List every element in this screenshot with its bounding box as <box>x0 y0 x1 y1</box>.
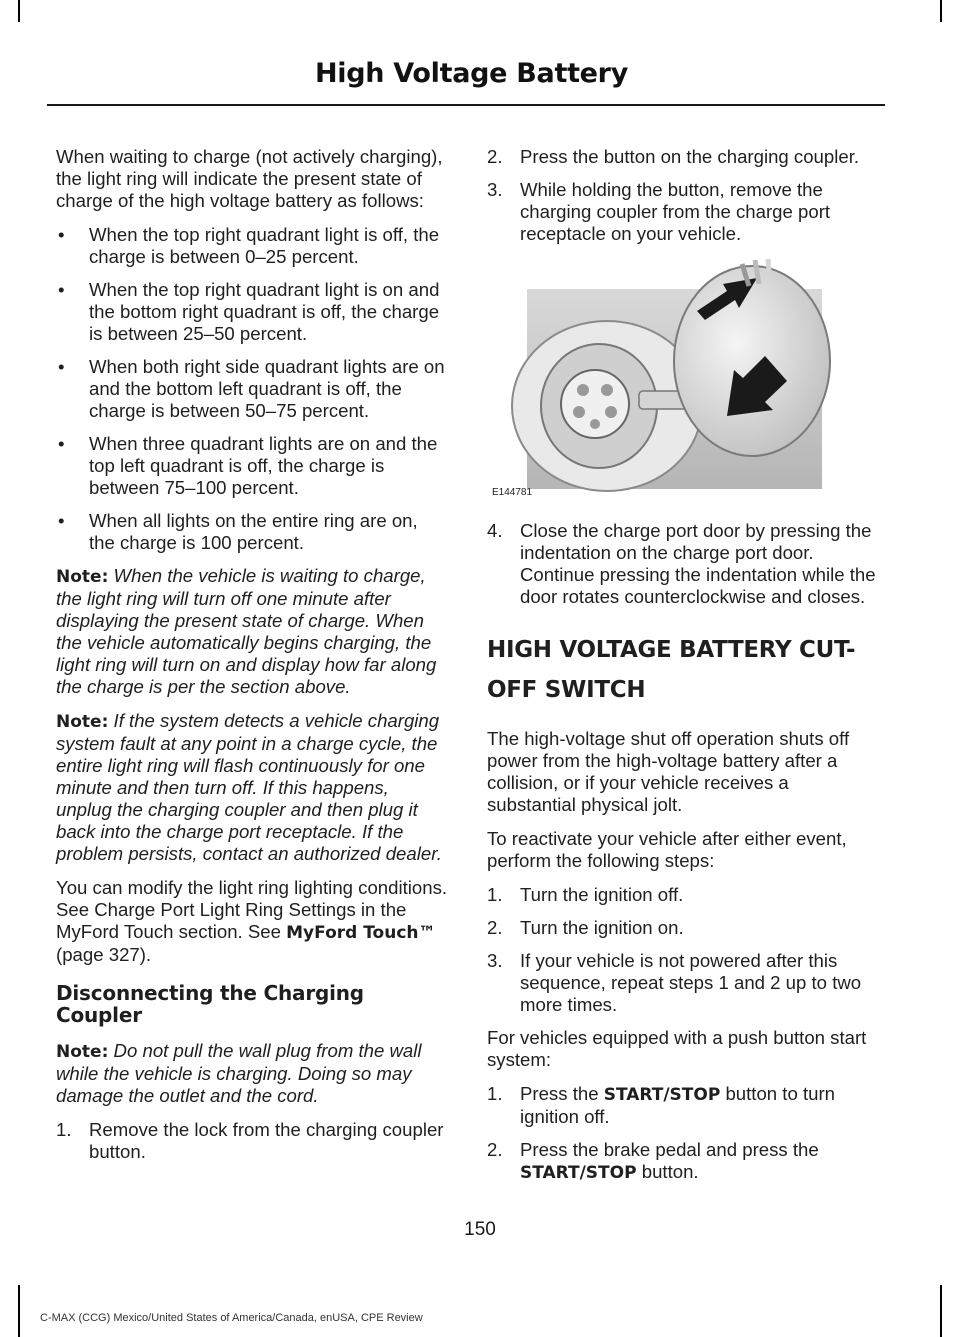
step-text: If your vehicle is not powered after this sequence, repeat steps 1 and 2 up to two more times. <box>520 950 862 1015</box>
bullet-text: When both right side quadrant lights are on and the bottom left quadrant is off, the charge is between 50–75 percent. <box>89 356 445 421</box>
right-column <box>487 146 882 1195</box>
modify-paragraph <box>56 877 448 966</box>
bullet-text: When three quadrant lights are on and the top left quadrant is off, the charge is between 75–100 percent. <box>89 433 438 498</box>
pin <box>601 384 613 396</box>
step-number: 3. <box>487 179 503 200</box>
list-item <box>56 356 448 422</box>
crop-mark-bottom-left <box>18 1285 20 1337</box>
list-item <box>487 520 882 608</box>
heading-line: OFF SWITCH <box>487 677 646 703</box>
step-number: 3. <box>487 950 503 971</box>
charge-port-illustration <box>487 256 837 506</box>
left-column <box>56 146 448 1174</box>
bullet-mark: • <box>58 510 65 531</box>
step-number: 2. <box>487 1139 503 1160</box>
note-label: Note: <box>56 1042 109 1062</box>
bullet-text: When the top right quadrant light is off, the charge is between 0–25 percent. <box>89 224 440 267</box>
modify-text: You can modify the light ring lighting conditions. See Charge Port Light Ring Settings in the MyFord Touch section. See <box>56 877 448 942</box>
step-text: Close the charge port door by pressing the indentation on the charge port door. Continue pressing the indentation while the door rotates counterclockwise and closes. <box>520 520 876 607</box>
crop-mark-top-left <box>18 0 20 22</box>
list-item <box>56 510 448 554</box>
charge-port-drawing <box>487 256 837 506</box>
note-text: Do not pull the wall plug from the wall while the vehicle is charging. Doing so may damage the outlet and the cord. <box>56 1040 422 1106</box>
note-label: Note: <box>56 712 109 732</box>
step-text: Remove the lock from the charging coupler button. <box>89 1119 444 1162</box>
step-text-post: button. <box>636 1161 699 1182</box>
step-text <box>520 1083 835 1127</box>
list-item <box>487 917 882 939</box>
note-text: If the system detects a vehicle charging system fault at any point in a charge cycle, the entire light ring will flash continuously for one minute and then turn off. If this happens, unplug the charging coupler and then plug it back into the charge port receptacle. If the problem persists, contact an authorized dealer. <box>56 710 442 864</box>
list-item <box>487 884 882 906</box>
charge-port-door <box>674 266 830 456</box>
section-heading-disconnecting: Disconnecting the Charging Coupler <box>56 981 364 1027</box>
motion-stroke <box>768 259 770 282</box>
note-wall-plug <box>56 1040 448 1107</box>
crop-mark-bottom-right <box>940 1285 942 1337</box>
step-text-post: button to turn ignition off. <box>520 1083 836 1127</box>
heading-line: HIGH VOLTAGE BATTERY CUT- <box>487 637 856 663</box>
start-stop-label: START/STOP <box>520 1163 637 1183</box>
bullet-text: When the top right quadrant light is on and the bottom right quadrant is off, the charge is between 25–50 percent. <box>89 279 440 344</box>
note-fault <box>56 710 448 865</box>
bullet-mark: • <box>58 224 65 245</box>
step-text <box>520 1139 819 1182</box>
push-button-paragraph: For vehicles equipped with a push button start system: <box>487 1027 867 1070</box>
note-waiting <box>56 565 448 698</box>
start-stop-label: START/STOP <box>603 1085 721 1105</box>
bullet-mark: • <box>58 433 65 454</box>
section-heading-cutoff-switch <box>487 630 882 710</box>
step-number: 4. <box>487 520 503 541</box>
pin <box>577 384 589 396</box>
step-text-pre: Press the brake pedal and press the <box>520 1139 819 1160</box>
step-text-pre: Press the <box>520 1083 604 1104</box>
note-text: When the vehicle is waiting to charge, the light ring will turn off one minute after displaying the present state of charge. When the vehicle automatically begins charging, the light ring will turn on and display how far along the charge is per the section above. <box>56 565 437 697</box>
bullet-text: When all lights on the entire ring are on, the charge is 100 percent. <box>89 510 418 553</box>
list-item <box>487 1083 882 1128</box>
bullet-mark: • <box>58 356 65 377</box>
step-text: Turn the ignition on. <box>520 917 684 938</box>
header-rule <box>47 104 885 106</box>
step-text: Turn the ignition off. <box>520 884 684 905</box>
bullet-mark: • <box>58 279 65 300</box>
pin <box>605 406 617 418</box>
list-item <box>56 433 448 499</box>
pin <box>590 419 600 429</box>
step-number: 1. <box>487 884 503 905</box>
figure-code: E144781 <box>492 487 533 498</box>
note-label: Note: <box>56 567 109 587</box>
reactivate-paragraph: To reactivate your vehicle after either event, perform the following steps: <box>487 828 847 871</box>
intro-paragraph: When waiting to charge (not actively charging), the light ring will indicate the present state of charge of the high voltage battery as follows: <box>56 146 443 211</box>
step-number: 1. <box>56 1119 72 1140</box>
list-item <box>56 279 448 345</box>
list-item <box>56 1119 448 1163</box>
list-item <box>487 1139 882 1184</box>
step-number: 1. <box>487 1083 503 1104</box>
modify-page-ref: (page 327). <box>56 944 152 965</box>
list-item <box>487 950 882 1016</box>
myford-touch-link[interactable]: MyFord Touch™ <box>286 923 436 943</box>
list-item <box>56 224 448 268</box>
list-item <box>487 179 882 245</box>
step-number: 2. <box>487 917 503 938</box>
footer-text: C-MAX (CCG) Mexico/United States of America/Canada, enUSA, CPE Review <box>40 1312 423 1324</box>
step-text: While holding the button, remove the charging coupler from the charge port receptacle on your vehicle. <box>520 179 831 244</box>
list-item <box>487 146 882 168</box>
pin <box>573 406 585 418</box>
crop-mark-top-right <box>940 0 942 22</box>
page-number: 150 <box>464 1219 496 1240</box>
step-text: Press the button on the charging coupler. <box>520 146 860 167</box>
cutoff-paragraph: The high-voltage shut off operation shuts off power from the high-voltage battery after a collision, or if your vehicle receives a substantial physical jolt. <box>487 728 850 815</box>
step-number: 2. <box>487 146 503 167</box>
page-title: High Voltage Battery <box>314 58 628 89</box>
